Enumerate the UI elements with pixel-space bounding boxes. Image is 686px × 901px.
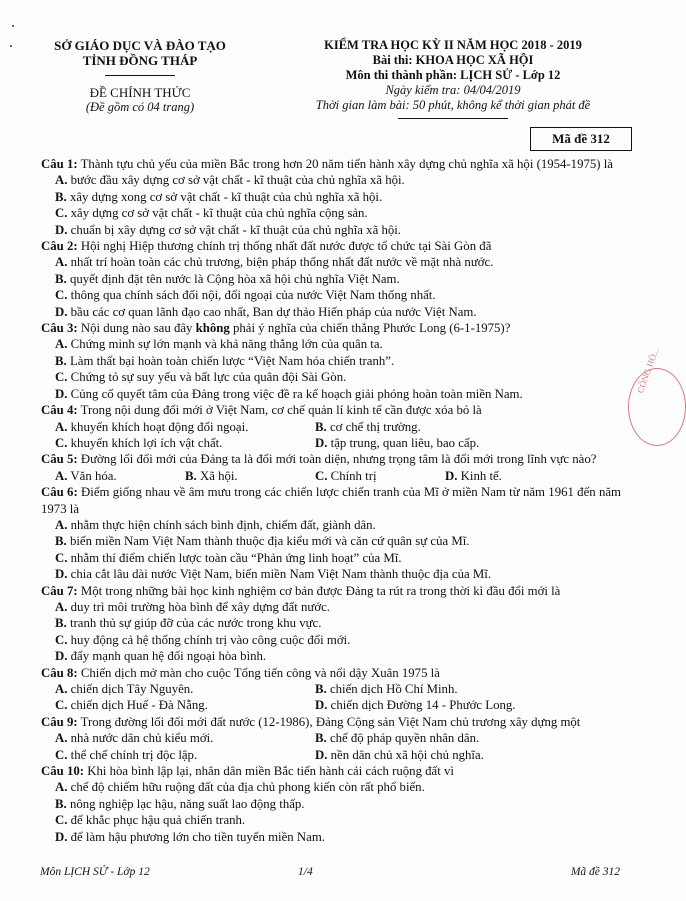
option-b: B. Xã hội. (185, 468, 238, 483)
divider (105, 75, 175, 76)
question-text: Trong đường lối đổi mới đất nước (12-1986), Đảng Cộng sản Việt Nam chủ trương xây dựng một (80, 714, 581, 729)
option-a: A. nhà nước dân chủ kiểu mới. (55, 731, 214, 746)
question-4 (41, 402, 621, 418)
question-text: phải ý nghĩa của chiến thắng Phước Long (6-1-1975)? (229, 321, 511, 336)
option-d: D. đẩy mạnh quan hệ đối ngoại hòa bình. (55, 649, 267, 664)
option-a: A. khuyến khích hoạt động đối ngoại. (55, 419, 249, 434)
option-d: D. bầu các cơ quan lãnh đạo cao nhất, Ban dự thảo Hiến pháp của nước Việt Nam. (55, 304, 477, 319)
option-a: A. chế độ chiếm hữu ruộng đất của địa chủ phong kiến còn rất phổ biến. (55, 780, 425, 795)
question-number: Câu 10: (41, 764, 85, 779)
divider (398, 118, 508, 119)
option-b: B. cơ chế thị trường. (315, 419, 421, 434)
page-number: 1/4 (298, 866, 313, 878)
question-text: Hội nghị Hiệp thương chính trị thống nhất đất nước được tổ chức tại Sài Gòn đã (80, 239, 492, 254)
option-c: C. chiến dịch Huế - Đà Nẵng. (55, 698, 208, 713)
question-6 (41, 484, 621, 517)
option-a: A. Văn hóa. (55, 468, 117, 483)
question-text: Đường lối đổi mới của Đảng ta là đổi mới toàn diện, nhưng trọng tâm là đổi mới trong lĩnh vực nào? (80, 452, 597, 467)
question-5 (41, 451, 621, 467)
option-a: A. duy trì môi trường hòa bình để xây dựng đất nước. (55, 599, 330, 614)
option-c: C. xây dựng cơ sở vật chất - kĩ thuật của chủ nghĩa cộng sản. (55, 206, 368, 221)
emphasis-word: không (195, 321, 230, 336)
option-b: B. Làm thất bại hoàn toàn chiến lược “Việt Nam hóa chiến tranh”. (55, 353, 395, 368)
exam-name: Bài thi: KHOA HỌC XÃ HỘI (372, 53, 534, 67)
option-a: A. chiến dịch Tây Nguyên. (55, 682, 194, 696)
question-9 (41, 714, 621, 730)
option-c: C. khuyến khích lợi ích vật chất. (55, 435, 223, 450)
option-a: A. bước đầu xây dựng cơ sở vật chất - kĩ thuật của chủ nghĩa xã hội. (55, 173, 405, 188)
question-3 (41, 320, 621, 336)
option-row (41, 730, 621, 746)
exam-title: KIỂM TRA HỌC KỲ II NĂM HỌC 2018 - 2019 (324, 38, 582, 52)
option-b: B. xây dựng xong cơ sở vật chất - kĩ thuật của chủ nghĩa xã hội. (55, 189, 383, 204)
header-right (268, 38, 638, 119)
question-text: Một trong những bài học kinh nghiệm cơ bản được Đảng ta rút ra trong thời kì đầu đổi mới là (80, 583, 561, 598)
option-c: C. thông qua chính sách đối nội, đối ngoại của nước Việt Nam thống nhất. (55, 288, 436, 303)
question-text: Khi hòa bình lập lại, nhân dân miền Bắc tiến hành cải cách ruộng đất vì (87, 764, 454, 779)
option-c: C. Chứng tỏ sự suy yếu và bất lực của quân đội Sài Gòn. (55, 370, 347, 385)
stamp-text: CÔNG HÒ... (635, 346, 661, 395)
option-a: A. Chứng minh sự lớn mạnh và khả năng thắng lớn của quân ta. (55, 337, 383, 352)
option-row (41, 435, 621, 451)
stamp-seal (628, 346, 686, 446)
option-d: D. chia cắt lâu dài nước Việt Nam, biến miền Nam Việt Nam thành thuộc địa của Mĩ. (55, 567, 492, 582)
option-d: D. tập trung, quan liêu, bao cấp. (315, 435, 480, 450)
exam-code-box: Mã đề 312 (530, 127, 632, 151)
option-b: B. chiến dịch Hồ Chí Minh. (315, 682, 458, 696)
department-name: SỞ GIÁO DỤC VÀ ĐÀO TẠO (54, 38, 226, 53)
option-d: D. Củng cố quyết tâm của Đảng trong việc đề ra kế hoạch giải phóng hoàn toàn miền Nam. (55, 386, 523, 401)
subject-line: Môn thi thành phần: LỊCH SỬ - Lớp 12 (345, 68, 561, 82)
option-b: B. tranh thủ sự giúp đỡ của các nước trong khu vực. (55, 616, 322, 631)
province-name: TỈNH ĐỒNG THÁP (82, 53, 198, 68)
option-d: D. chuẩn bị xây dựng cơ sở vật chất - kĩ thuật của chủ nghĩa xã hội. (55, 222, 402, 237)
question-7 (41, 583, 621, 599)
option-c: C. huy động cả hệ thống chính trị vào công cuộc đổi mới. (55, 632, 351, 647)
option-b: B. quyết định đặt tên nước là Cộng hòa xã hội chủ nghĩa Việt Nam. (55, 271, 400, 286)
option-b: B. nông nghiệp lạc hậu, năng suất lao động thấp. (55, 796, 305, 811)
question-text: Điểm giống nhau về âm mưu trong các chiến lược chiến tranh của Mĩ ở miền Nam từ năm 1961 đến năm 1973 là (41, 485, 621, 516)
option-b: B. biến miền Nam Việt Nam thành thuộc địa kiểu mới và căn cứ quân sự của Mĩ. (55, 534, 470, 549)
option-d: D. để làm hậu phương lớn cho tiền tuyến miền Nam. (55, 829, 325, 844)
speck-mark (12, 25, 14, 27)
option-a: A. nhằm thực hiện chính sách bình định, chiếm đất, giành dân. (55, 517, 376, 532)
question-number: Câu 7: (41, 583, 78, 598)
question-number: Câu 9: (41, 714, 78, 729)
exam-date: Ngày kiểm tra: 04/04/2019 (385, 83, 521, 97)
question-2 (41, 238, 621, 254)
option-d: D. Kinh tế. (445, 468, 502, 483)
option-c: C. Chính trị (315, 468, 377, 483)
question-number: Câu 4: (41, 403, 78, 418)
question-text: Nội dung nào sau đây (80, 321, 196, 336)
question-10 (41, 763, 621, 779)
option-row (41, 419, 621, 435)
option-c: C. để khắc phục hậu quả chiến tranh. (55, 813, 246, 828)
option-row (41, 747, 621, 763)
header-left (40, 38, 240, 115)
page-count-note: (Đề gồm có 04 trang) (85, 100, 195, 114)
time-allowed: Thời gian làm bài: 50 phút, không kể thời gian phát đề (315, 98, 591, 112)
option-c: C. thể chế chính trị độc lập. (55, 747, 198, 762)
question-1 (41, 156, 621, 172)
question-text: Chiến dịch mở màn cho cuộc Tổng tiến công và nổi dậy Xuân 1975 là (80, 665, 440, 680)
question-number: Câu 3: (41, 321, 78, 336)
question-number: Câu 8: (41, 665, 78, 680)
option-row (41, 697, 621, 713)
option-row (41, 681, 621, 697)
footer-subject: Môn LỊCH SỬ - Lớp 12 (40, 866, 150, 878)
question-number: Câu 6: (41, 485, 78, 500)
option-a: A. nhất trí hoàn toàn các chủ trương, biện pháp thống nhất đất nước về mặt nhà nước. (55, 255, 494, 270)
option-b: B. chế độ pháp quyền nhân dân. (315, 731, 480, 746)
question-8 (41, 665, 621, 681)
speck-mark (10, 45, 12, 47)
question-number: Câu 1: (41, 157, 78, 171)
question-list (41, 156, 621, 845)
option-d: D. chiến dịch Đường 14 - Phước Long. (315, 698, 516, 713)
option-row (41, 468, 621, 484)
option-c: C. nhằm thí điểm chiến lược toàn cầu “Phản ứng linh hoạt” của Mĩ. (55, 550, 402, 565)
question-text: Thành tựu chủ yếu của miền Bắc trong hơn 20 năm tiến hành xây dựng chủ nghĩa xã hội (1954-1975) là (80, 157, 613, 171)
question-number: Câu 2: (41, 239, 78, 254)
question-number: Câu 5: (41, 452, 78, 467)
official-label: ĐỀ CHÍNH THỨC (89, 85, 191, 100)
footer-exam-code: Mã đề 312 (570, 866, 620, 878)
option-d: D. nền dân chủ xã hội chủ nghĩa. (315, 747, 484, 762)
question-text: Trong nội dung đổi mới ở Việt Nam, cơ chế quản lí kinh tế cần được xóa bỏ là (80, 403, 482, 418)
